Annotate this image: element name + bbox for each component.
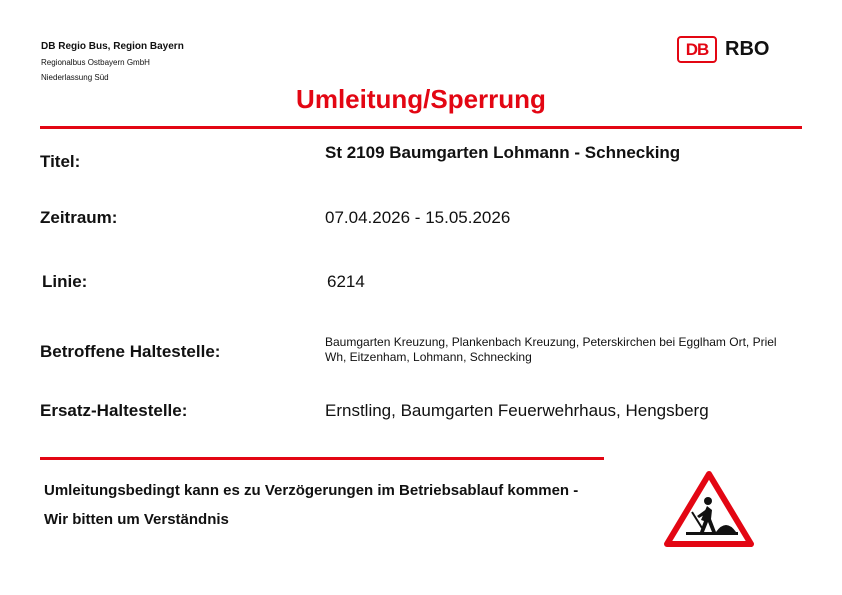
titel-label: Titel: [40,152,81,171]
linie-value: 6214 [327,272,365,291]
org-branch: Niederlassung Süd [41,73,109,82]
linie-label: Linie: [42,272,88,291]
zeitraum-value: 07.04.2026 - 15.05.2026 [325,208,511,227]
org-company: Regionalbus Ostbayern GmbH [41,58,150,67]
titel-value: St 2109 Baumgarten Lohmann - Schnecking [325,143,681,162]
db-logo: DB [677,36,717,63]
divider-top [40,126,802,129]
roadworks-sign-icon [664,470,754,548]
ersatz-label: Ersatz-Haltestelle: [40,401,188,420]
notice-line1: Umleitungsbedingt kann es zu Verzögerungen im Betriebsablauf kommen - [44,482,579,499]
ersatz-value: Ernstling, Baumgarten Feuerwehrhaus, Hengsberg [325,401,709,420]
org-name: DB Regio Bus, Region Bayern [41,41,184,52]
notice-line2: Wir bitten um Verständnis [44,511,229,528]
betroffene-value: Baumgarten Kreuzung, Plankenbach Kreuzung, Peterskirchen bei Egglham Ort, Priel Wh, Eitzenham, Lohmann, Schnecking [325,335,777,364]
divider-middle [40,457,604,460]
rbo-logo: RBO [725,38,770,60]
page-title: Umleitung/Sperrung [296,84,546,114]
betroffene-label: Betroffene Haltestelle: [40,342,221,361]
zeitraum-label: Zeitraum: [40,208,118,227]
